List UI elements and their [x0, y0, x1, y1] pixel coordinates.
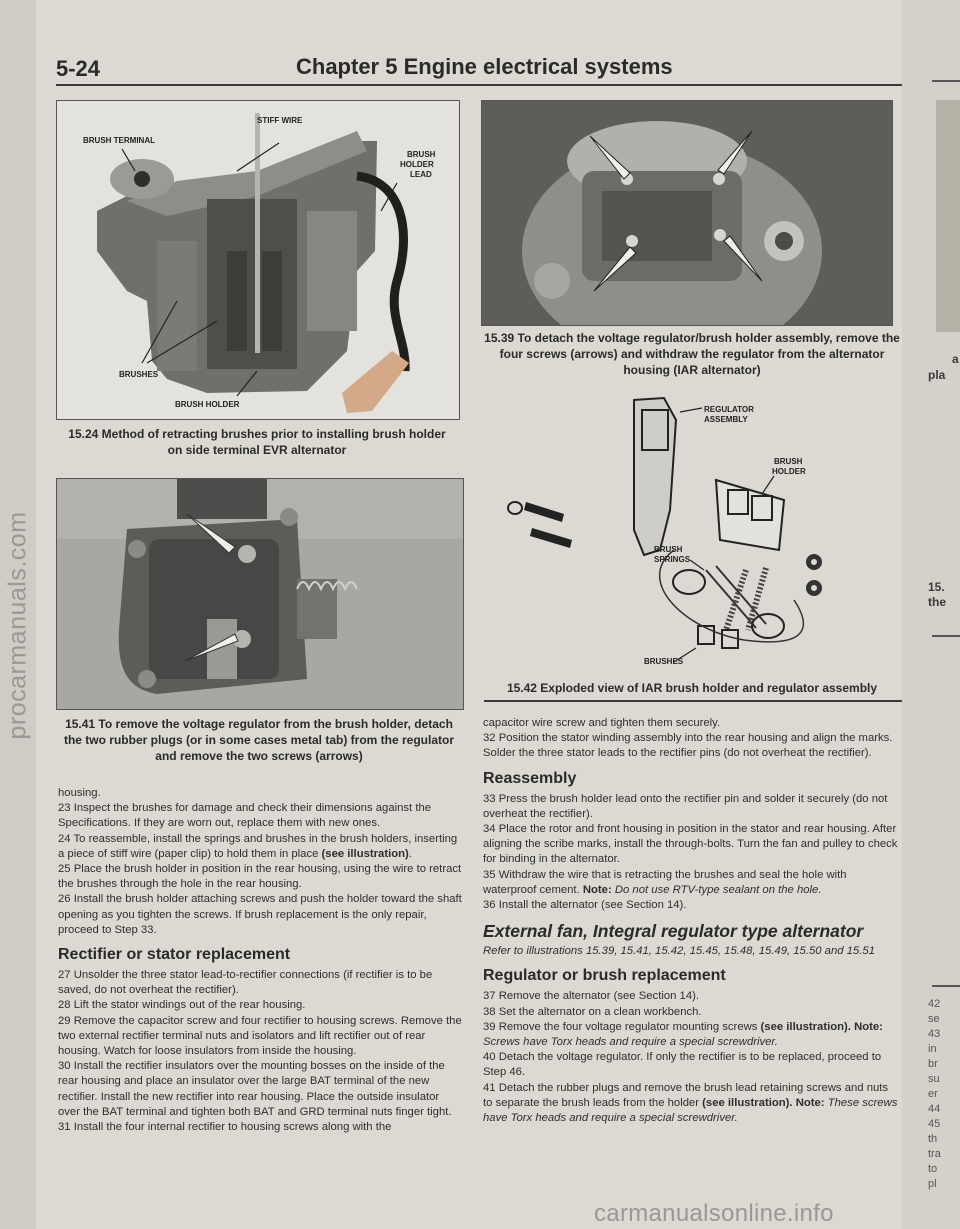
section-heading-rectifier: Rectifier or stator replacement [58, 946, 291, 964]
paragraph-29: 29 Remove the capacitor screw and four rectifier to housing screws. Remove the two external rectifier terminal nuts and isolators and lift rectifier out of rear housing. Watch for loose insulators from inside the housing. [58, 1014, 462, 1058]
header-rule [56, 84, 902, 86]
paragraph-33: 33 Press the brush holder lead onto the rectifier pin and solder it securely (do not overheat the rectifier). [483, 792, 888, 820]
facing-page-rule [932, 80, 960, 82]
facing-fragment: br [928, 1058, 938, 1070]
facing-fragment: pla [928, 368, 946, 382]
right-text-column [483, 716, 899, 1126]
paragraph-40: 40 Detach the voltage regulator. If only the rectifier is to be replaced, proceed to Step 46. [483, 1051, 882, 1079]
illustration-reference: (see illustration) [321, 847, 409, 860]
paragraph-26: 26 Install the brush holder attaching screws and push the holder toward the shaft opening as you tighten the screws. If brush replacement is the only repair, proceed to Step 33. [58, 893, 462, 936]
paragraph-text: . [408, 847, 412, 860]
label-brushes: BRUSHES [119, 370, 159, 379]
label-regulator-assembly: REGULATOR [704, 405, 754, 414]
section-heading-external-fan: External fan, Integral regulator type alternator [483, 921, 864, 942]
caption-15-39: 15.39 To detach the voltage regulator/brush holder assembly, remove the four screws (arrows) and withdraw the regulator from the alternator housing (IAR alternator) [484, 331, 900, 377]
paragraph-text: 41 Detach the rubber plugs and remove the brush lead retaining screws and nuts to separate the brush leads from the holder [483, 1081, 889, 1109]
facing-fragment: to [928, 1163, 938, 1175]
paragraph-text: 24 To reassemble, install the springs and brushes in the brush holders, inserting a piece of stiff wire (paper clip) to hold them in place [58, 832, 458, 860]
illustrations-reference: Refer to illustrations 15.39, 15.41, 15.42, 15.45, 15.48, 15.49, 15.50 and 15.51 [483, 945, 875, 958]
paragraph-32: 32 Position the stator winding assembly into the rear housing and align the marks. Solder the three stator leads to the rectifier pins (do not overheat the rectifier). [483, 732, 893, 760]
left-text-column [58, 786, 462, 1135]
paragraph-28: 28 Lift the stator windings out of the rear housing. [58, 999, 306, 1012]
illustration-reference: (see illustration). Note: [760, 1020, 883, 1033]
paragraph: housing. [58, 787, 101, 799]
note-text: Screws have Torx heads and require a special screwdriver. [483, 1036, 778, 1049]
label-brush-terminal: BRUSH TERMINAL [83, 136, 155, 145]
paragraph-text: 39 Remove the four voltage regulator mounting screws [483, 1020, 761, 1033]
label-brush-holder-lead: HOLDER [400, 160, 434, 169]
facing-page-photo [936, 100, 960, 332]
caption-rule [484, 700, 902, 702]
label-brush-holder: BRUSH [774, 457, 803, 466]
figure-15-41 [56, 478, 464, 710]
facing-fragment: 45 [928, 1118, 941, 1130]
facing-fragment: a [952, 352, 959, 366]
caption-15-24: 15.24 Method of retracting brushes prior to installing brush holder on side terminal EVR alternator [68, 427, 446, 457]
label-brush-holder-lead: BRUSH [407, 150, 436, 159]
paragraph-34: 34 Place the rotor and front housing in position in the stator and rear housing. After aligning the scribe marks, install the through-bolts. Turn the fan and pulley to check for binding in the alternator. [483, 823, 898, 866]
paragraph-39 [483, 1020, 899, 1050]
label-brush-springs: SPRINGS [654, 555, 691, 564]
label-brush-springs: BRUSH [654, 545, 683, 554]
brush-holder-illustration [57, 101, 459, 419]
paragraph-41 [483, 1081, 899, 1127]
note-label: Note: [582, 883, 612, 896]
figure-15-42 [484, 390, 900, 668]
paragraph-23: 23 Inspect the brushes for damage and check their dimensions against the Specifications. If they are worn out, replace them with new ones. [58, 802, 432, 830]
facing-fragment: th [928, 1133, 938, 1145]
facing-fragment: 44 [928, 1103, 941, 1115]
paragraph-38: 38 Set the alternator on a clean workbench. [483, 1005, 702, 1018]
facing-fragment: in [928, 1043, 937, 1055]
chapter-title: Chapter 5 Engine electrical systems [296, 54, 673, 79]
facing-fragment: su [928, 1073, 940, 1085]
page-number: 5-24 [56, 56, 101, 81]
paragraph-36: 36 Install the alternator (see Section 14). [483, 899, 687, 912]
facing-page-edge [902, 0, 960, 1229]
facing-page-rule [932, 635, 960, 637]
watermark-bottom: carmanualsonline.info [594, 1200, 834, 1227]
paragraph-24 [58, 832, 462, 862]
facing-fragment: tra [928, 1148, 941, 1160]
figure-15-24 [56, 100, 460, 420]
facing-fragment: 15. [928, 580, 945, 594]
paragraph-27: 27 Unsolder the three stator lead-to-rectifier connections (if rectifier is to be saved, do not overheat the rectifier). [58, 969, 433, 997]
label-stiff-wire: STIFF WIRE [257, 116, 303, 125]
note-text: These screws have Torx heads and require a special screwdriver. [483, 1096, 898, 1125]
caption-15-42: 15.42 Exploded view of IAR brush holder and regulator assembly [506, 681, 878, 695]
regulator-photo [57, 479, 463, 709]
section-heading-regulator: Regulator or brush replacement [483, 967, 726, 985]
paragraph-text: 35 Withdraw the wire that is retracting the brushes and seal the hole with waterproof cement. [483, 868, 847, 896]
label-regulator-assembly: ASSEMBLY [704, 415, 748, 424]
facing-fragment: 43 [928, 1028, 941, 1040]
label-brush-holder: HOLDER [772, 467, 806, 476]
label-brush-holder-lead: LEAD [410, 170, 432, 179]
paragraph-31: 31 Install the four internal rectifier to housing screws along with the [58, 1121, 392, 1134]
facing-fragment: 42 [928, 998, 941, 1010]
facing-page-rule [932, 985, 960, 987]
illustration-reference: (see illustration). Note: [702, 1096, 825, 1109]
note-text: Do not use RTV-type sealant on the hole. [611, 883, 822, 896]
facing-fragment: pl [928, 1178, 937, 1190]
exploded-view-illustration [484, 390, 900, 668]
paragraph-37: 37 Remove the alternator (see Section 14). [483, 990, 700, 1003]
paragraph-35 [483, 868, 899, 898]
label-brushes: BRUSHES [644, 657, 684, 666]
paragraph-30: 30 Install the rectifier insulators over the mounting bosses on the inside of the rear housing and place an insulator over the large BAT terminal of the new rectifier. Install the new rectifier into rear housing. Place the outside insulator over the BAT terminal and tighten both BAT and GRD terminal nuts finger tight. [58, 1060, 452, 1118]
caption-15-41: 15.41 To remove the voltage regulator from the brush holder, detach the two rubber plugs (or in some cases metal tab) from the regulator and remove the two screws (arrows) [63, 717, 455, 763]
paragraph-25: 25 Place the brush holder in position in the rear housing, using the wire to retract the brushes through the hole in the rear housing. [58, 863, 462, 891]
label-brush-holder: BRUSH HOLDER [175, 400, 240, 409]
facing-fragment: se [928, 1013, 940, 1025]
watermark-left: procarmanuals.com [3, 511, 32, 740]
figure-15-39 [481, 100, 893, 326]
facing-fragment: er [928, 1088, 938, 1100]
alternator-photo [482, 101, 892, 325]
facing-fragment: the [928, 595, 946, 609]
section-heading-reassembly: Reassembly [483, 769, 577, 787]
paragraph: capacitor wire screw and tighten them securely. [483, 717, 721, 729]
